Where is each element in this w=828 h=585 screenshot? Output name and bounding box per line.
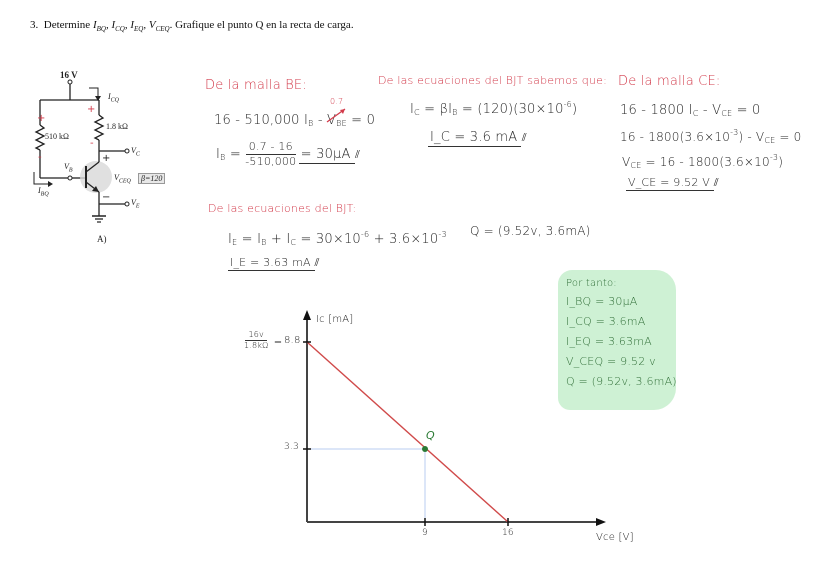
q-point-label: Q [426,429,435,442]
beta-label: β=120 [138,173,165,184]
circuit-caption: A) [97,234,107,244]
ibq-label: $I_{BQ}$ [38,186,49,198]
summary-line-ieq: I_EQ = 3.63mA [566,335,652,348]
vb-label: $V_B$ [64,162,73,174]
svg-text:+: + [102,153,111,164]
supply-voltage-label: 16 V [60,70,78,80]
problem-statement: 3. Determine $I_{BQ}$, $I_{CQ}$, $I_{EQ}$, $V_{CEQ}$. Grafique el punto Q en la recta de carga. [30,19,354,34]
rb-label: 510 kΩ [45,132,69,141]
ib-result: = 30µA [300,147,351,162]
problem-suffix: . Grafique el punto Q en la recta de carga. [169,19,354,31]
section-ie-title: De las ecuaciones del BJT: [208,202,357,215]
ib-fraction [245,140,296,169]
svg-text:+: + [37,113,46,124]
ie-result: I_E = 3.63 mA [230,256,311,269]
section-ie-result: I_E = 3.63 mA ⫽ [230,256,320,269]
section-bjt-title: De las ecuaciones del BJT sabemos que: [378,74,607,87]
problem-number: 3. [30,19,39,31]
x-tick-16: 16 [502,528,514,538]
section-ce-result: V_CE = 9.52 V ⫽ [628,176,719,189]
section-ce-eq1: 16 - 1800 $I_C - V_{CE} = 0$ [620,103,761,118]
section-ce-eq3: $V_{CE} = 16 - 1800(3.6\times 10^{-3})$ [622,153,784,170]
q-point-statement: Q = (9.52v, 3.6mA) [470,224,591,238]
vce-result: V_CE = 9.52 V [628,176,710,189]
summary-line-q: Q = (9.52v, 3.6mA) [566,375,677,388]
svg-text:-: - [38,152,42,163]
svg-text:+: + [87,104,96,115]
y-axis-label: Ic [mA] [316,314,354,325]
section-bjt-eq1: $I_C = \beta I_B = (120)(30\times 10^{-6})$ [410,100,578,117]
y-tick-3-3: 3.3 [284,442,299,452]
section-be-eq1: 16 - 510,000 $I_B - V_{BE}$ = 0 [214,113,375,128]
section-ce-eq2: $16 - 1800(3.6\times 10^{-3}) - V_{CE} = 0$ [620,128,802,145]
ic-result: I_C = 3.6 mA [430,130,518,145]
svg-text:−: − [102,192,111,203]
section-be-title: De la malla BE: [205,78,307,93]
y-tick-8-8: 8.8 [284,335,301,346]
vbe-value: 0.7 [330,97,344,106]
summary-line-icq: I_CQ = 3.6mA [566,315,646,328]
section-ce-title: De la malla CE: [618,74,721,89]
rc-label: 1.8 kΩ [106,122,128,131]
ib-numerator: 0.7 - 16 [246,140,296,155]
summary-title: Por tanto: [566,278,617,289]
circuit-diagram [30,70,180,250]
summary-line-vceq: V_CEQ = 9.52 v [566,355,656,368]
bjt-circuit-icon [30,70,180,250]
ve-label: $V_E$ [131,198,140,210]
x-tick-9: 9 [422,528,428,538]
summary-line-ibq: I_BQ = 30µA [566,295,638,308]
section-be-ib: $I_B$ = $\frac{0.7 - 16}{-510,000}$ = 30µA ⫽ [216,140,361,168]
icq-label: $I_{CQ}$ [108,92,120,104]
section-ie-eq1: $I_E = I_B + I_C = 30\times 10^{-6} + 3.6\times 10^{-3}$ [228,230,447,247]
ib-denominator: -510,000 [245,155,297,168]
section-bjt-result: I_C = 3.6 mA ⫽ [430,130,527,145]
svg-text:-: - [90,138,94,149]
vc-label: $V_C$ [131,146,140,158]
q-point-marker [422,446,428,452]
x-axis-label: Vce [V] [596,532,634,543]
load-line-chart [230,300,650,550]
y-intercept-annotation: $\frac{16v}{1.8k\Omega}$ = [244,330,283,350]
vceq-label: $V_{CEQ}$ [114,173,131,185]
